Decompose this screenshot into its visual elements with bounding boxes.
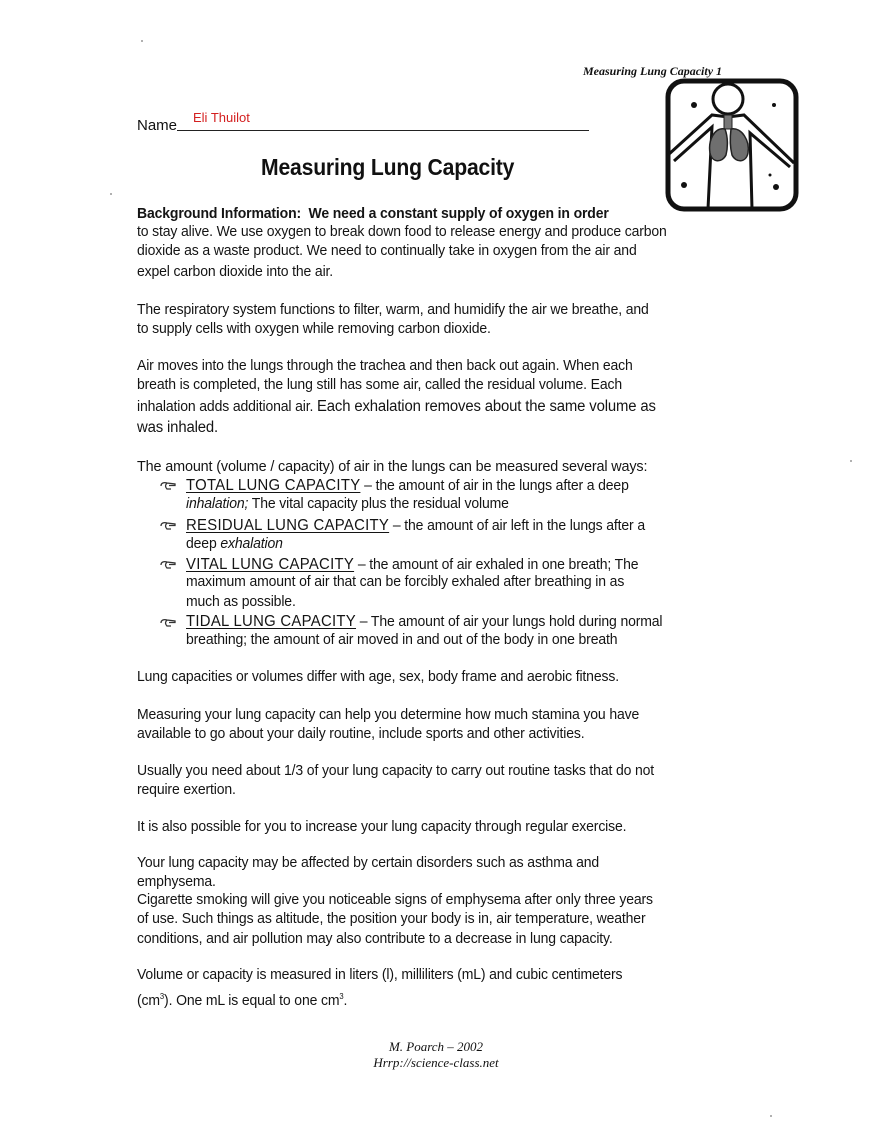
pointing-hand-icon [160, 478, 176, 496]
capacity-tidal [186, 612, 662, 633]
capacity-residual [186, 516, 645, 537]
scan-speck [850, 460, 852, 462]
scan-speck [141, 40, 143, 42]
background-intro: We need a constant supply of oxygen in order [308, 206, 609, 222]
respiratory-line-2: to supply cells with oxygen while removing carbon dioxide. [137, 321, 491, 337]
term-residual: RESIDUAL LUNG CAPACITY [186, 517, 390, 534]
def-residual-italic: exhalation [220, 536, 283, 552]
units-sup-1: 3 [159, 992, 165, 1001]
differ-paragraph: Lung capacities or volumes differ with age, sex, body frame and aerobic fitness. [137, 669, 619, 685]
footer-url: Hrrp://science-class.net [373, 1055, 499, 1070]
name-input-line[interactable] [177, 130, 589, 131]
background-line-1 [137, 205, 609, 225]
pointing-hand-icon [160, 615, 176, 633]
amount-intro: The amount (volume / capacity) of air in the lungs can be measured several ways: [137, 458, 648, 475]
smoking-line-2: of use. Such things as altitude, the position your body is in, air temperature, weather [137, 911, 646, 927]
term-vital: VITAL LUNG CAPACITY [186, 556, 355, 573]
scan-speck [110, 193, 112, 195]
units-sup-2: 3 [339, 992, 344, 1001]
pointing-hand-icon [160, 557, 176, 575]
footer-author: M. Poarch – 2002 [388, 1039, 484, 1054]
air-line-1: Air moves into the lungs through the trachea and then back out again. When each [137, 358, 633, 374]
pointing-hand-icon [160, 518, 176, 536]
term-total: TOTAL LUNG CAPACITY [186, 477, 361, 494]
running-header: Measuring Lung Capacity 1 [583, 64, 723, 78]
def-vital-1: – the amount of air exhaled in one breath; The [354, 557, 639, 573]
capacity-vital-line-2: maximum amount of air that can be forcibly exhaled after breathing in as [186, 574, 625, 590]
def-residual-1: – the amount of air left in the lungs after a [389, 518, 645, 534]
disorders-line-2: emphysema. [137, 874, 216, 890]
def-tidal-1: – The amount of air your lungs hold during normal [356, 614, 663, 630]
respiratory-line-1: The respiratory system functions to filter, warm, and humidify the air we breathe, and [137, 302, 649, 318]
background-heading: Background Information: [137, 206, 302, 222]
air-line-2: breath is completed, the lung still has some air, called the residual volume. Each [137, 377, 623, 393]
name-value[interactable]: Eli Thuilot [193, 110, 250, 125]
air-line-3b: Each exhalation removes about the same volume as [317, 398, 656, 415]
air-line-4: was inhaled. [137, 419, 218, 436]
usually-line-2: require exertion. [137, 782, 236, 798]
air-line-3a: inhalation adds additional air. [137, 399, 314, 415]
def-total-italic: inhalation; [186, 496, 249, 512]
background-line-2: to stay alive. We use oxygen to break down food to release energy and produce carbon [137, 224, 667, 240]
def-total-2: The vital capacity plus the residual volume [248, 496, 509, 512]
smoking-line-1: Cigarette smoking will give you noticeable signs of emphysema after only three years [137, 892, 653, 908]
measuring-line-2: available to go about your daily routine, include sports and other activities. [137, 726, 585, 742]
units-2b: ). One mL is equal to one cm [164, 993, 340, 1009]
units-2c: . [343, 993, 348, 1009]
background-line-3: dioxide as a waste product. We need to continually take in oxygen from the air and [137, 243, 637, 259]
page-title: Measuring Lung Capacity [261, 154, 515, 180]
capacity-total [186, 476, 629, 497]
capacity-total-line-2 [186, 495, 509, 515]
capacity-residual-line-2 [186, 535, 283, 555]
capacity-tidal-line-2: breathing; the amount of air moved in and out of the body in one breath [186, 632, 618, 648]
scan-speck [770, 1115, 772, 1117]
air-line-3 [137, 397, 656, 418]
lungs-logo-icon [664, 77, 800, 213]
units-2a: (cm [137, 993, 160, 1009]
disorders-line-1: Your lung capacity may be affected by certain disorders such as asthma and [137, 855, 600, 871]
background-line-4: expel carbon dioxide into the air. [137, 264, 334, 280]
units-line-2 [137, 987, 347, 1012]
usually-line-1: Usually you need about 1/3 of your lung capacity to carry out routine tasks that do not [137, 763, 655, 779]
measuring-line-1: Measuring your lung capacity can help you determine how much stamina you have [137, 707, 640, 723]
units-line-1: Volume or capacity is measured in liters (l), milliliters (mL) and cubic centimeters [137, 967, 623, 983]
def-total-1: – the amount of air in the lungs after a deep [360, 478, 629, 494]
def-residual-2: deep [186, 536, 221, 552]
capacity-vital-line-3: much as possible. [186, 594, 296, 610]
smoking-line-3: conditions, and air pollution may also contribute to a decrease in lung capacity. [137, 931, 613, 947]
increase-paragraph: It is also possible for you to increase your lung capacity through regular exercise. [137, 819, 627, 835]
term-tidal: TIDAL LUNG CAPACITY [186, 613, 357, 630]
name-label: Name [137, 117, 178, 134]
